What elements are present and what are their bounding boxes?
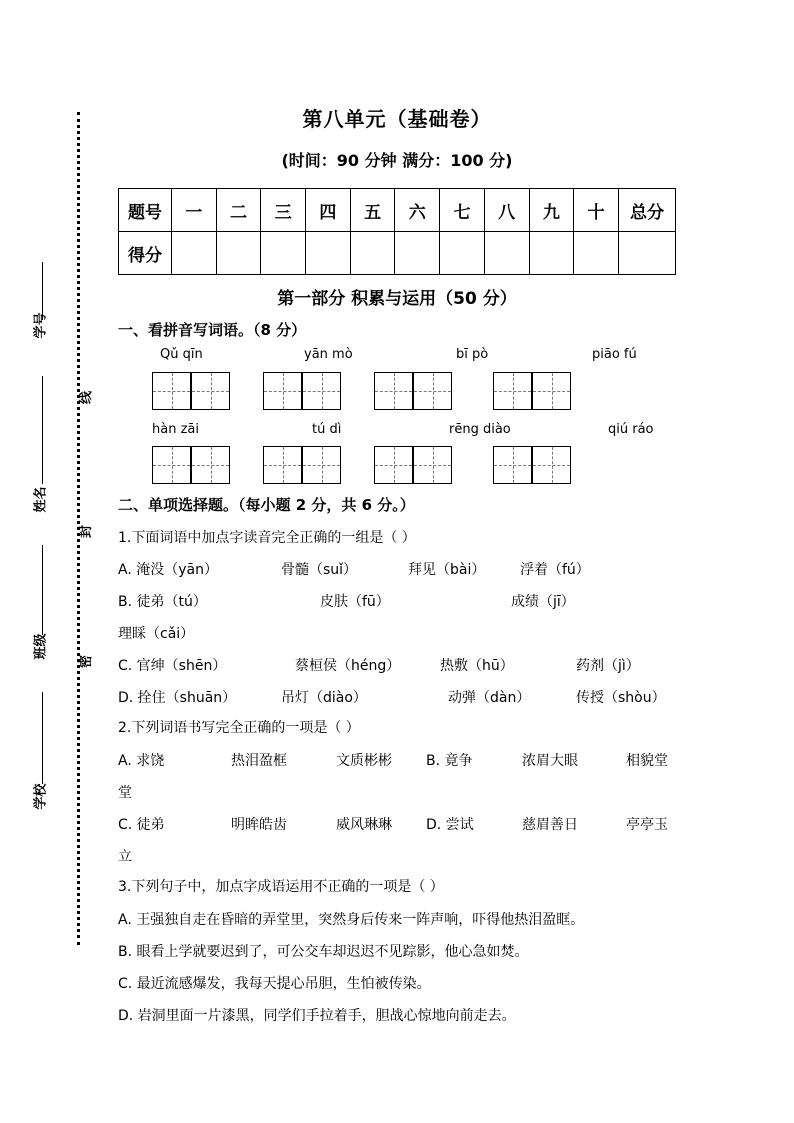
score-header-cell: 十 [574,189,619,232]
q2-1-stem: 1.下面词语中加点字读音完全正确的一组是（ ） [118,530,416,546]
score-header-cell: 二 [216,189,261,232]
writing-box[interactable] [413,446,452,484]
q2-2-option: 文质彬彬 [336,753,392,769]
writing-box[interactable] [191,372,230,410]
score-header-cell: 五 [350,189,395,232]
score-cell[interactable] [619,232,676,275]
q2-heading: 二、单项选择题。（每小题 2 分，共 6 分。） [118,496,415,514]
score-cell[interactable] [172,232,217,275]
q2-2-option: D. 尝试 [426,817,474,833]
q2-2-option: 热泪盈框 [231,753,287,769]
binding-char-mi: 密 [79,654,95,669]
q2-1-option-c: 药剂（jì） [576,658,640,674]
q2-2-stem: 2.下列词语书写完全正确的一项是（ ） [118,720,360,736]
score-header-cell: 一 [172,189,217,232]
page-subtitle: (时间：90 分钟 满分：100 分) [281,151,513,170]
pinyin-2: yān mò [304,347,353,362]
q2-1-option-c: 热敷（hū） [440,658,514,674]
writing-box[interactable] [374,446,413,484]
score-header-cell: 七 [440,189,485,232]
q2-1-option-a: A. 淹没（yān） [118,562,218,578]
writing-box[interactable] [152,372,191,410]
q2-2-option: A. 求饶 [118,753,165,769]
score-cell[interactable] [306,232,351,275]
score-table [118,188,676,275]
score-header-cell: 总分 [619,189,676,232]
q2-2-option: 亭亭玉 [626,817,668,833]
binding-char-feng: 封 [79,524,95,539]
score-header-cell: 题号 [119,189,172,232]
q2-1-option-b: 皮肤（fū） [320,594,390,610]
q2-1-option-d: D. 拴住（shuān） [118,690,237,706]
score-cell[interactable] [216,232,261,275]
q2-3-option-a: A. 王强独自走在昏暗的弄堂里，突然身后传来一阵声响，吓得他热泪盈眶。 [118,912,585,928]
q2-2-option: 慈眉善日 [522,817,578,833]
writing-box[interactable] [493,446,532,484]
name-label: 姓名 [33,486,49,513]
writing-box[interactable] [532,446,571,484]
writing-box[interactable] [413,372,452,410]
q2-1-option-c: 蔡桓侯（héng） [295,658,401,674]
score-cell[interactable] [440,232,485,275]
writing-box[interactable] [191,446,230,484]
part1-heading: 第一部分 积累与运用（50 分） [277,289,517,309]
q2-3-option-c: C. 最近流感爆发，我每天提心吊胆，生怕被传染。 [118,976,431,992]
score-cell[interactable] [529,232,574,275]
score-entry-row [119,232,676,275]
pinyin-1: Qǔ qīn [160,347,203,362]
writing-box[interactable] [302,446,341,484]
q2-1-option-d: 动弹（dàn） [448,690,531,706]
q2-3-option-b: B. 眼看上学就要迟到了，可公交车却迟迟不见踪影，他心急如焚。 [118,944,529,960]
pinyin-7: rēng diào [449,422,511,437]
q2-1-option-b: 成绩（jī） [511,594,575,610]
q2-1-option-b: 理睬（cǎi） [118,626,195,642]
pinyin-4: piāo fú [592,347,637,362]
q2-2-option: 立 [118,849,132,865]
q2-1-option-c: C. 官绅（shēn） [118,658,227,674]
class-line [42,545,44,635]
q2-2-option: C. 徒弟 [118,817,165,833]
score-header-row [119,189,676,232]
writing-box[interactable] [152,446,191,484]
page-title: 第八单元（基础卷） [302,107,492,131]
q2-1-option-a: 骨髓（suǐ） [281,562,358,578]
q2-3-stem: 3.下列句子中，加点字成语运用不正确的一项是（ ） [118,879,444,895]
pinyin-8: qiú ráo [608,422,654,437]
q2-2-option: 堂 [118,785,132,801]
writing-box[interactable] [263,372,302,410]
q2-1-option-d: 吊灯（diào） [281,690,367,706]
writing-box[interactable] [302,372,341,410]
q2-1-option-d: 传授（shòu） [576,690,666,706]
pinyin-6: tú dì [312,422,342,437]
score-header-cell: 九 [529,189,574,232]
name-line [42,376,44,484]
writing-box[interactable] [532,372,571,410]
score-header-cell: 六 [395,189,440,232]
score-cell[interactable] [395,232,440,275]
binding-char-xian: 线 [79,390,95,405]
q2-2-option: 威风琳琳 [336,817,392,833]
score-header-cell: 四 [306,189,351,232]
q2-1-option-a: 拜见（bài） [408,562,486,578]
score-row-label: 得分 [119,232,172,275]
q2-1-option-a: 浮着（fú） [520,562,590,578]
school-label: 学校 [33,783,49,810]
score-header-cell: 八 [484,189,529,232]
writing-box[interactable] [493,372,532,410]
pinyin-5: hàn zāi [152,422,199,437]
q2-2-option: 浓眉大眼 [522,753,578,769]
q2-2-option: B. 竟争 [426,753,473,769]
q1-heading: 一、看拼音写词语。（8 分） [118,321,307,339]
score-cell[interactable] [261,232,306,275]
school-line [42,692,44,784]
score-cell[interactable] [484,232,529,275]
q2-3-option-d: D. 岩洞里面一片漆黑，同学们手拉着手，胆战心惊地向前走去。 [118,1008,516,1024]
writing-box[interactable] [263,446,302,484]
class-label: 班级 [33,633,49,660]
writing-box[interactable] [374,372,413,410]
score-cell[interactable] [574,232,619,275]
q2-2-option: 相貌堂 [626,753,668,769]
score-cell[interactable] [350,232,395,275]
q2-2-option: 明眸皓齿 [231,817,287,833]
score-header-cell: 三 [261,189,306,232]
q2-1-option-b: B. 徒弟（tú） [118,594,207,610]
student-number-label: 学号 [33,312,49,339]
pinyin-3: bī pò [456,347,489,362]
